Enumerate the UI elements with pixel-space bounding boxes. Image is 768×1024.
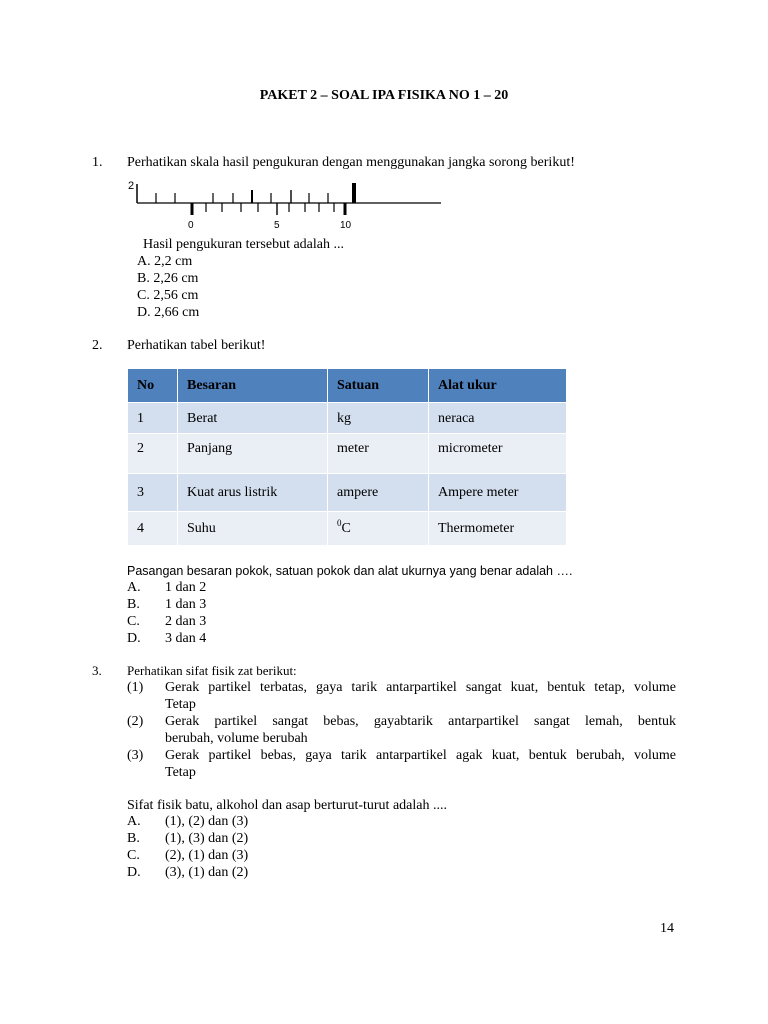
main-scale-label: 2: [128, 180, 135, 192]
header-no: No: [128, 369, 178, 402]
question-prompt: Sifat fisik batu, alkohol dan asap berturut-turut adalah ....: [127, 798, 447, 813]
option-c-text: 2 dan 3: [165, 614, 207, 629]
item-3-number: (3): [127, 748, 144, 763]
item-2-line1: Gerak partikel sangat bebas, gayabtarik antarpartikel sangat lemah, bentuk: [165, 714, 676, 729]
item-1-line1: Gerak partikel terbatas, gaya tarik antarpartikel sangat kuat, bentuk tetap, volume: [165, 680, 676, 695]
table-cell: Ampere meter: [429, 473, 567, 511]
option-d: D. 2,66 cm: [137, 305, 200, 320]
option-c-text: (2), (1) dan (3): [165, 848, 249, 863]
option-b-text: 1 dan 3: [165, 597, 207, 612]
table-header-row: [128, 369, 567, 402]
item-1-number: (1): [127, 680, 144, 695]
question-prompt: Pasangan besaran pokok, satuan pokok dan alat ukurnya yang benar adalah ….: [127, 564, 573, 578]
option-d-letter: D.: [127, 631, 141, 646]
table-row: [128, 473, 567, 511]
degree-mark: 0: [337, 518, 342, 528]
table-cell: Suhu: [178, 511, 328, 545]
item-2-line2: berubah, volume berubah: [165, 731, 308, 746]
table-cell: neraca: [429, 402, 567, 433]
vernier-caliper-figure: [125, 176, 445, 232]
main-scale: [137, 183, 441, 203]
vernier-label-5: 5: [274, 220, 280, 231]
table-cell: ampere: [328, 473, 429, 511]
question-number: 1.: [92, 155, 103, 170]
table-cell: meter: [328, 433, 429, 473]
table-cell: 3: [128, 473, 178, 511]
table-cell: 4: [128, 511, 178, 545]
table-cell: [328, 511, 429, 545]
option-d-letter: D.: [127, 865, 141, 880]
question-number: 2.: [92, 338, 103, 353]
vernier-label-0: 0: [188, 220, 194, 231]
option-b: B. 2,26 cm: [137, 271, 199, 286]
option-c: C. 2,56 cm: [137, 288, 199, 303]
table-cell: kg: [328, 402, 429, 433]
page-title: PAKET 2 – SOAL IPA FISIKA NO 1 – 20: [259, 88, 509, 103]
header-besaran: Besaran: [178, 369, 328, 402]
item-3-line2: Tetap: [165, 765, 196, 780]
question-text: Perhatikan sifat fisik zat berikut:: [127, 663, 297, 678]
table-row: [128, 433, 567, 473]
question-number: 3.: [92, 663, 102, 678]
table-row: [128, 402, 567, 433]
vernier-label-10: 10: [340, 220, 352, 231]
option-d-text: 3 dan 4: [165, 631, 207, 646]
option-a-text: (1), (2) dan (3): [165, 814, 249, 829]
option-d-text: (3), (1) dan (2): [165, 865, 249, 880]
table-cell: Thermometer: [429, 511, 567, 545]
option-b-text: (1), (3) dan (2): [165, 831, 249, 846]
table-cell: 1: [128, 402, 178, 433]
table-cell: 2: [128, 433, 178, 473]
celsius-unit: C: [341, 521, 351, 536]
option-b-letter: B.: [127, 597, 140, 612]
item-3-line1: Gerak partikel bebas, gaya tarik antarpartikel agak kuat, bentuk berubah, volume: [165, 748, 676, 763]
table-cell: Kuat arus listrik: [178, 473, 328, 511]
table-row: [128, 511, 567, 545]
option-a-letter: A.: [127, 814, 141, 829]
question-text: Perhatikan skala hasil pengukuran dengan menggunakan jangka sorong berikut!: [127, 155, 575, 170]
option-a-text: 1 dan 2: [165, 580, 207, 595]
item-1-line2: Tetap: [165, 697, 196, 712]
table-cell: Panjang: [178, 433, 328, 473]
item-2-number: (2): [127, 714, 144, 729]
question-text: Perhatikan tabel berikut!: [127, 338, 266, 353]
table-cell: micrometer: [429, 433, 567, 473]
question-prompt: Hasil pengukuran tersebut adalah ...: [143, 237, 344, 252]
table-cell: Berat: [178, 402, 328, 433]
option-c-letter: C.: [127, 848, 140, 863]
option-a: A. 2,2 cm: [137, 254, 193, 269]
header-alat-ukur: Alat ukur: [429, 369, 567, 402]
measurement-table: [128, 369, 567, 545]
vernier-scale: [192, 203, 345, 215]
option-c-letter: C.: [127, 614, 140, 629]
option-b-letter: B.: [127, 831, 140, 846]
header-satuan: Satuan: [328, 369, 429, 402]
option-a-letter: A.: [127, 580, 141, 595]
page-number: 14: [660, 921, 674, 936]
